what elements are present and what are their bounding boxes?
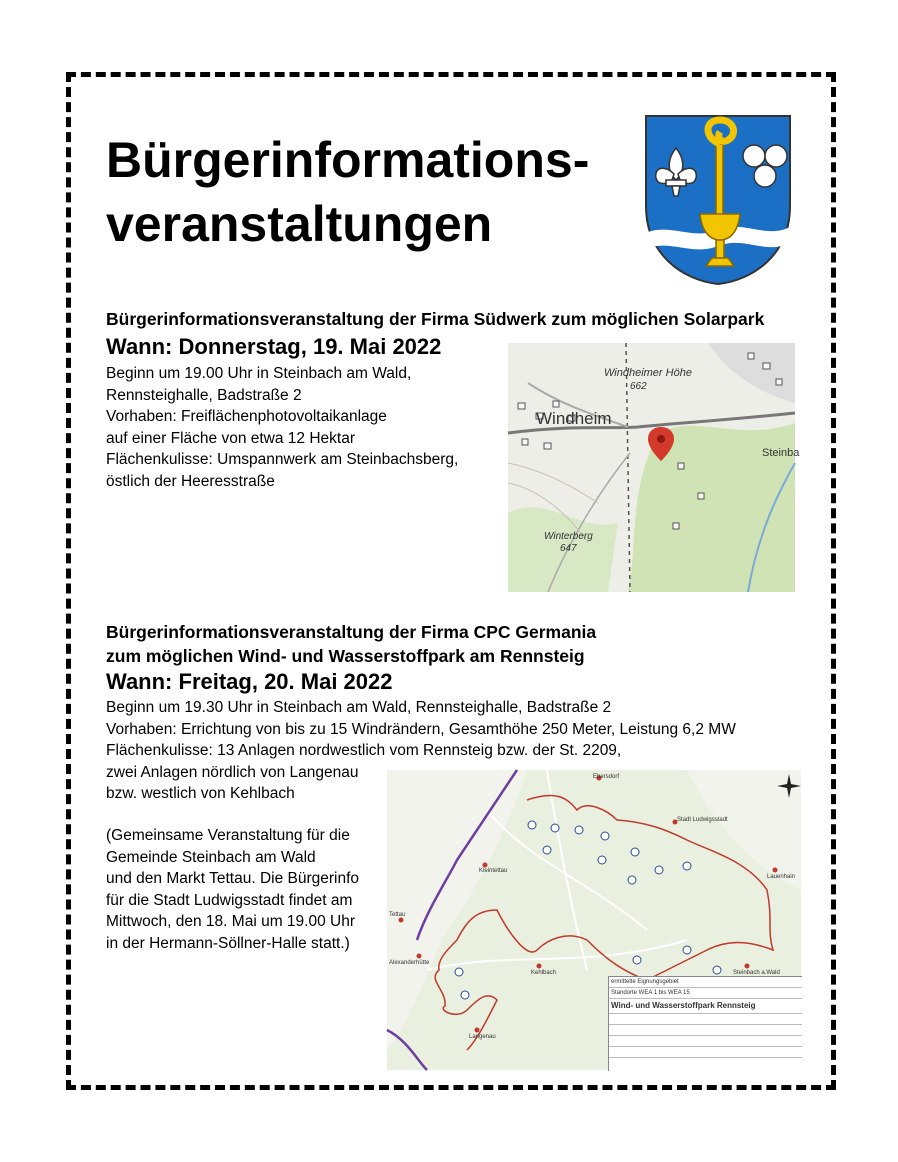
event2-note-line: (Gemeinsame Veranstaltung für die <box>106 827 350 844</box>
legend-blank-row <box>609 1025 802 1036</box>
event2-heading-line: zum möglichen Wind- und Wasserstoffpark am Rennsteig <box>106 646 585 666</box>
event2-line: Vorhaben: Errichtung von bis zu 15 Windrändern, Gesamthöhe 250 Meter, Leistung 6,2 MW <box>106 720 736 738</box>
windpark-map <box>387 770 801 1070</box>
map2-place-label: Alexanderhütte <box>389 960 430 966</box>
event2-note <box>106 825 359 955</box>
coat-of-arms-icon <box>642 114 794 286</box>
legend-blank-row <box>609 1036 802 1047</box>
event2-heading-line: Bürgerinformationsveranstaltung der Firma CPC Germania <box>106 622 597 642</box>
event2-line: Beginn um 19.30 Uhr in Steinbach am Wald, Rennsteighalle, Badstraße 2 <box>106 699 612 716</box>
map2-place-label: Ebersdorf <box>593 774 620 780</box>
map1-label: 647 <box>560 543 577 554</box>
event1-line: auf einer Fläche von etwa 12 Hektar <box>106 429 355 447</box>
legend-entry: Standorte WEA 1 bis WEA 15 <box>609 988 802 999</box>
title-line-1: Bürgerinformations- <box>106 132 590 188</box>
event1-details <box>106 363 458 493</box>
legend-project-title: Wind- und Wasserstoffpark Rennsteig <box>609 999 802 1014</box>
event2-line: Flächenkulisse: 13 Anlagen nordwestlich vom Rennsteig bzw. der St. 2209, <box>106 742 622 760</box>
event2-heading <box>106 620 596 668</box>
event2-note-line: und den Markt Tettau. Die Bürgerinfo <box>106 870 360 888</box>
legend-blank-row <box>609 1014 802 1025</box>
event1-line: östlich der Heeresstraße <box>106 472 275 490</box>
map2-place-label: Lauenhain <box>767 874 796 880</box>
map2-place-label: Langenau <box>469 1034 496 1040</box>
map1-label: Steinba <box>762 447 800 459</box>
legend-blank-row <box>609 1047 802 1058</box>
map2-legend <box>608 976 802 1071</box>
event1-when: Wann: Donnerstag, 19. Mai 2022 <box>106 334 442 359</box>
event2-note-line: Gemeinde Steinbach am Wald <box>106 848 316 866</box>
legend-entry: ermittelte Eignungsgebiet <box>609 977 802 988</box>
page-title <box>106 128 589 256</box>
map1-label: Windheimer Höhe <box>604 367 692 379</box>
event2-when: Wann: Freitag, 20. Mai 2022 <box>106 669 393 694</box>
event2-note-line: in der Hermann-Söllner-Halle statt.) <box>106 934 350 952</box>
title-line-2: veranstaltungen <box>106 196 493 252</box>
event2-note-line: für die Stadt Ludwigsstadt findet am <box>106 891 353 909</box>
map2-place-label: Steinbach a.Wald <box>733 970 780 976</box>
map1-label: Winterberg <box>544 531 593 542</box>
event2-note-line: Mittwoch, den 18. Mai um 19.00 Uhr <box>106 913 355 931</box>
event2-line: bzw. westlich von Kehlbach <box>106 785 295 803</box>
map2-place-label: Kleintettau <box>479 868 508 874</box>
map2-place-label: Stadt Ludwigsstadt <box>677 817 728 823</box>
event1-line: Beginn um 19.00 Uhr in Steinbach am Wald, <box>106 365 412 382</box>
event2-line: zwei Anlagen nördlich von Langenau <box>106 763 359 781</box>
map1-label: Windheim <box>536 409 612 428</box>
event1-line: Vorhaben: Freiflächenphotovoltaikanlage <box>106 408 387 426</box>
event1-line: Flächenkulisse: Umspannwerk am Steinbachsberg, <box>106 451 459 469</box>
event1-line: Rennsteighalle, Badstraße 2 <box>106 386 302 404</box>
map2-place-label: Kehlbach <box>531 970 557 976</box>
map1-label: 662 <box>630 381 647 392</box>
solarpark-map-graphic <box>508 343 795 592</box>
solarpark-map <box>508 343 800 592</box>
map2-place-label: Tettau <box>389 912 406 918</box>
event1-heading: Bürgerinformationsveranstaltung der Firma Südwerk zum möglichen Solarpark <box>106 309 765 329</box>
